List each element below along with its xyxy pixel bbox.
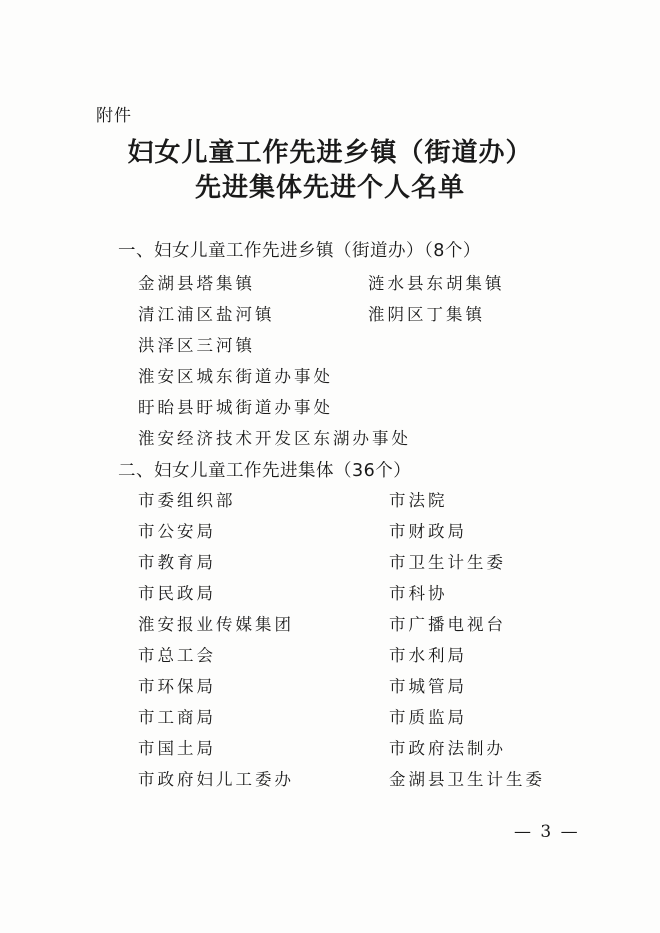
list-item: 洪泽区三河镇	[138, 336, 255, 355]
list-item: 市政府法制办	[389, 739, 506, 758]
list-item: 市质监局	[389, 708, 467, 727]
section-1-heading: 一、妇女儿童工作先进乡镇（街道办）（8个）	[118, 241, 481, 261]
list-item: 市科协	[389, 584, 448, 603]
document-title-line-2: 先进集体先进个人名单	[194, 173, 465, 203]
list-item: 涟水县东胡集镇	[368, 274, 505, 293]
list-item: 市教育局	[138, 553, 216, 572]
list-item: 市国土局	[138, 739, 216, 758]
page-number: — 3 —	[514, 822, 580, 842]
list-item: 市环保局	[138, 677, 216, 696]
list-item: 市委组织部	[138, 491, 236, 510]
list-item: 市工商局	[138, 708, 216, 727]
list-item: 淮安报业传媒集团	[138, 615, 294, 634]
section-2-heading: 二、妇女儿童工作先进集体（36个）	[118, 461, 412, 481]
list-item: 市水利局	[389, 646, 467, 665]
attachment-label: 附件	[96, 106, 132, 126]
list-item: 金湖县卫生计生委	[389, 770, 545, 789]
list-item: 市公安局	[138, 522, 216, 541]
list-item: 淮阴区丁集镇	[368, 305, 485, 324]
list-item: 盱眙县盱城街道办事处	[138, 398, 333, 417]
list-item: 淮安经济技术开发区东湖办事处	[138, 429, 411, 448]
list-item: 市法院	[389, 491, 448, 510]
list-item: 市总工会	[138, 646, 216, 665]
list-item: 市城管局	[389, 677, 467, 696]
list-item: 市政府妇儿工委办	[138, 770, 294, 789]
list-item: 市广播电视台	[389, 615, 506, 634]
list-item: 市财政局	[389, 522, 467, 541]
list-item: 市卫生计生委	[389, 553, 506, 572]
list-item: 淮安区城东街道办事处	[138, 367, 333, 386]
list-item: 金湖县塔集镇	[138, 274, 255, 293]
list-item: 清江浦区盐河镇	[138, 305, 275, 324]
document-title-line-1: 妇女儿童工作先进乡镇（街道办）	[127, 138, 533, 168]
list-item: 市民政局	[138, 584, 216, 603]
